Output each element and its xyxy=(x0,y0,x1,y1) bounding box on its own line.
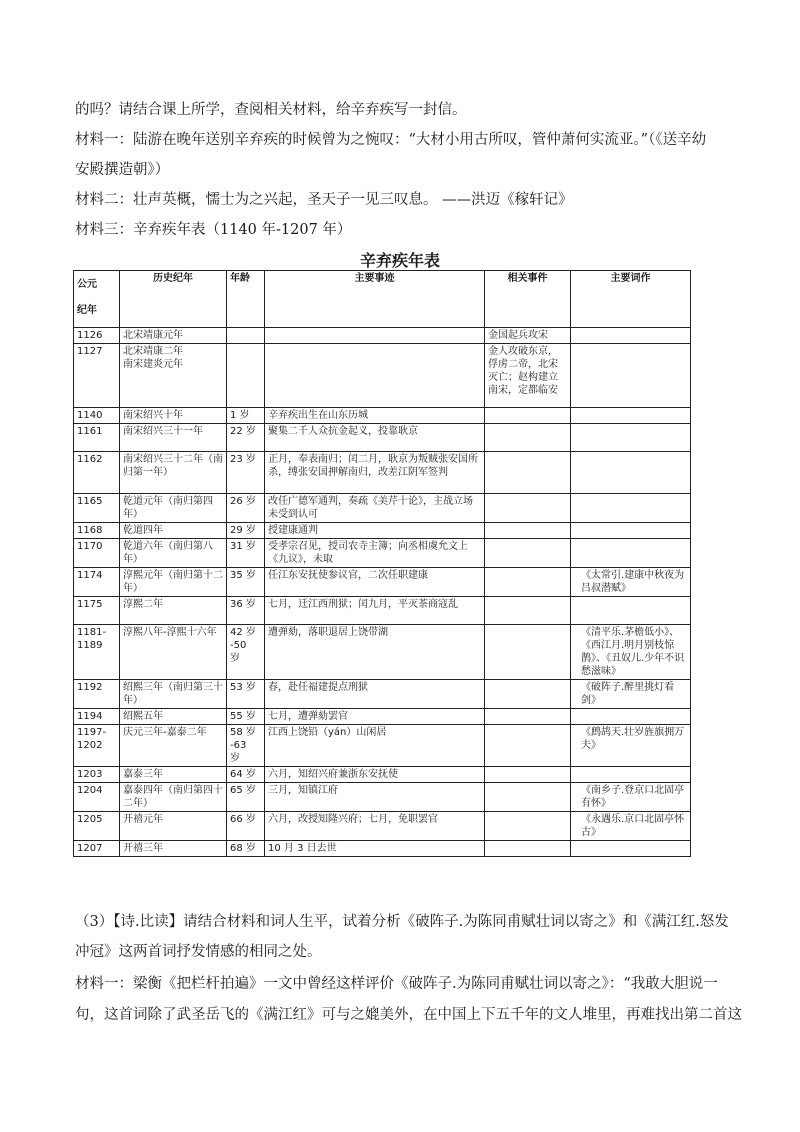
cell-works xyxy=(571,344,691,408)
material-2-line: 材料二：壮声英概，懦士为之兴起，圣天子一见三叹息。 ——洪迈《稼轩记》 xyxy=(75,192,573,208)
table-row xyxy=(74,841,691,857)
part3-line-4: 句，这首词除了武圣岳飞的《满江红》可与之媲美外，在中国上下五千年的文人堆里，再难找出第二首这 xyxy=(75,1007,742,1023)
cell-era: 庆元三年-嘉泰二年 xyxy=(120,725,227,767)
cell-age: 65 岁 xyxy=(227,783,265,812)
cell-year: 1205 xyxy=(74,812,120,841)
header-era: 历史纪年 xyxy=(120,271,227,328)
intro-line-1: 的吗？请结合课上所学，查阅相关材料，给辛弃疾写一封信。 xyxy=(75,102,467,118)
table-row xyxy=(74,568,691,597)
material-3-line: 材料三：辛弃疾年表（1140 年-1207 年） xyxy=(75,222,352,238)
cell-works: 《鹧鸪天.壮岁旌旗拥万夫》 xyxy=(571,725,691,767)
cell-related xyxy=(485,523,571,539)
cell-year: 1165 xyxy=(74,494,120,523)
table-row xyxy=(74,709,691,725)
cell-age: 55 岁 xyxy=(227,709,265,725)
cell-era: 开禧元年 xyxy=(120,812,227,841)
cell-related xyxy=(485,680,571,709)
cell-age: 23 岁 xyxy=(227,452,265,494)
cell-works xyxy=(571,709,691,725)
cell-age: 31 岁 xyxy=(227,539,265,568)
cell-related xyxy=(485,783,571,812)
cell-works: 《清平乐.茅檐低小》、《西江月.明月别枝惊鹊》、《丑奴儿.少年不识愁滋味》 xyxy=(571,625,691,680)
cell-events: 三月，知镇江府 xyxy=(265,783,485,812)
cell-era: 淳熙元年（南归第十二年） xyxy=(120,568,227,597)
cell-events: 任江东安抚使参议官，二次任职建康 xyxy=(265,568,485,597)
cell-related xyxy=(485,597,571,625)
cell-age: 64 岁 xyxy=(227,767,265,783)
table-row xyxy=(74,625,691,680)
cell-works xyxy=(571,597,691,625)
table-header-row xyxy=(74,271,691,328)
cell-year: 1161 xyxy=(74,424,120,452)
cell-year: 1126 xyxy=(74,328,120,344)
cell-events: 江西上饶铅（yán）山闲居 xyxy=(265,725,485,767)
cell-age xyxy=(227,328,265,344)
cell-year: 1140 xyxy=(74,408,120,424)
cell-works xyxy=(571,523,691,539)
cell-works xyxy=(571,841,691,857)
cell-age: 42 岁 -50 岁 xyxy=(227,625,265,680)
cell-events: 正月，奉表南归；闰二月，耿京为叛贼张安国所杀，缚张安国押解南归，改差江阴军签判 xyxy=(265,452,485,494)
cell-era: 乾道四年 xyxy=(120,523,227,539)
header-events: 主要事迹 xyxy=(265,271,485,328)
cell-works: 《南乡子.登京口北固亭有怀》 xyxy=(571,783,691,812)
cell-related: 金人攻破东京，俘虏二帝，北宋灭亡；赵构建立南宋，定都临安 xyxy=(485,344,571,408)
table-body xyxy=(74,328,691,857)
cell-related xyxy=(485,725,571,767)
cell-events: 改任广德军通判，奏疏《美芹十论》，主战立场未受到认可 xyxy=(265,494,485,523)
cell-year: 1170 xyxy=(74,539,120,568)
cell-events xyxy=(265,344,485,408)
cell-events: 聚集二千人众抗金起义，投靠耿京 xyxy=(265,424,485,452)
cell-events: 六月，知绍兴府兼浙东安抚使 xyxy=(265,767,485,783)
cell-events: 七月，遭弹劾罢官 xyxy=(265,709,485,725)
table-row xyxy=(74,344,691,408)
cell-age: 29 岁 xyxy=(227,523,265,539)
part3-line-2: 冲冠》这两首词抒发情感的相同之处。 xyxy=(75,944,322,960)
cell-age: 35 岁 xyxy=(227,568,265,597)
cell-related xyxy=(485,841,571,857)
cell-events: 六月，改授知隆兴府；七月，免职罢官 xyxy=(265,812,485,841)
header-related: 相关事件 xyxy=(485,271,571,328)
table-row xyxy=(74,725,691,767)
cell-works xyxy=(571,767,691,783)
table-row xyxy=(74,424,691,452)
cell-era: 南宋绍兴三十一年 xyxy=(120,424,227,452)
cell-age: 68 岁 xyxy=(227,841,265,857)
table-row xyxy=(74,680,691,709)
cell-year: 1197- 1202 xyxy=(74,725,120,767)
cell-events: 七月，迁江西刑狱；闰九月，平灭茶商寇乱 xyxy=(265,597,485,625)
cell-era: 绍熙五年 xyxy=(120,709,227,725)
cell-works: 《永遇乐.京口北固亭怀古》 xyxy=(571,812,691,841)
table-row xyxy=(74,408,691,424)
cell-year: 1162 xyxy=(74,452,120,494)
cell-works xyxy=(571,452,691,494)
cell-related xyxy=(485,452,571,494)
header-year-line-1: 公元 xyxy=(77,279,97,290)
cell-era: 南宋绍兴三十二年（南归第一年） xyxy=(120,452,227,494)
cell-age xyxy=(227,344,265,408)
cell-related xyxy=(485,568,571,597)
cell-year: 1194 xyxy=(74,709,120,725)
cell-era: 北宋靖康元年 xyxy=(120,328,227,344)
cell-year: 1207 xyxy=(74,841,120,857)
header-works: 主要词作 xyxy=(571,271,691,328)
cell-year: 1175 xyxy=(74,597,120,625)
cell-year: 1203 xyxy=(74,767,120,783)
cell-related xyxy=(485,408,571,424)
cell-events: 受孝宗召见，授司农寺主簿；向丞相虞允文上《九议》，未取 xyxy=(265,539,485,568)
table-row xyxy=(74,523,691,539)
table-row xyxy=(74,597,691,625)
cell-related: 金国起兵攻宋 xyxy=(485,328,571,344)
part3-line-3: 材料一：梁衡《把栏杆拍遍》一文中曾经这样评价《破阵子.为陈同甫赋壮词以寄之》：“我敢大胆说一 xyxy=(75,976,718,992)
cell-era: 淳熙二年 xyxy=(120,597,227,625)
cell-age: 66 岁 xyxy=(227,812,265,841)
cell-era: 北宋靖康二年 南宋建炎元年 xyxy=(120,344,227,408)
material-1-line-b: 安殿撰造朝》） xyxy=(75,162,170,178)
cell-events: 遭弹劾，落职退居上饶带湖 xyxy=(265,625,485,680)
cell-age: 22 岁 xyxy=(227,424,265,452)
cell-age: 1 岁 xyxy=(227,408,265,424)
cell-era: 开禧三年 xyxy=(120,841,227,857)
cell-era: 乾道元年（南归第四年） xyxy=(120,494,227,523)
cell-works xyxy=(571,539,691,568)
cell-events: 辛弃疾出生在山东历城 xyxy=(265,408,485,424)
cell-year: 1181- 1189 xyxy=(74,625,120,680)
cell-works xyxy=(571,328,691,344)
cell-events: 授建康通判 xyxy=(265,523,485,539)
cell-works xyxy=(571,424,691,452)
cell-age: 53 岁 xyxy=(227,680,265,709)
cell-works xyxy=(571,408,691,424)
cell-year: 1204 xyxy=(74,783,120,812)
cell-year: 1192 xyxy=(74,680,120,709)
cell-related xyxy=(485,709,571,725)
cell-age: 58 岁 -63 岁 xyxy=(227,725,265,767)
table-row xyxy=(74,812,691,841)
cell-works: 《破阵子.醉里挑灯看剑》 xyxy=(571,680,691,709)
cell-related xyxy=(485,812,571,841)
header-year-line-2: 纪年 xyxy=(77,305,97,316)
cell-era: 乾道六年（南归第八年） xyxy=(120,539,227,568)
table-row xyxy=(74,539,691,568)
cell-era: 嘉泰三年 xyxy=(120,767,227,783)
table-row xyxy=(74,494,691,523)
header-year xyxy=(74,271,120,328)
part3-line-1: （3）【诗.比读】请结合材料和词人生平，试着分析《破阵子.为陈同甫赋壮词以寄之》和《满江红.怒发 xyxy=(75,914,729,930)
cell-works: 《太常引.建康中秋夜为吕叔潜赋》 xyxy=(571,568,691,597)
cell-era: 绍熙三年（南归第三十年） xyxy=(120,680,227,709)
cell-events xyxy=(265,328,485,344)
cell-era: 嘉泰四年（南归第四十二年） xyxy=(120,783,227,812)
cell-year: 1127 xyxy=(74,344,120,408)
cell-year: 1174 xyxy=(74,568,120,597)
table-row xyxy=(74,452,691,494)
header-age: 年龄 xyxy=(227,271,265,328)
cell-age: 26 岁 xyxy=(227,494,265,523)
cell-works xyxy=(571,494,691,523)
cell-events: 春，赴任福建提点刑狱 xyxy=(265,680,485,709)
chronology-table xyxy=(73,270,691,857)
table-row xyxy=(74,767,691,783)
cell-year: 1168 xyxy=(74,523,120,539)
cell-related xyxy=(485,494,571,523)
cell-related xyxy=(485,767,571,783)
cell-age: 36 岁 xyxy=(227,597,265,625)
cell-related xyxy=(485,625,571,680)
cell-events: 10 月 3 日去世 xyxy=(265,841,485,857)
table-row xyxy=(74,783,691,812)
cell-era: 淳熙八年-淳熙十六年 xyxy=(120,625,227,680)
cell-era: 南宋绍兴十年 xyxy=(120,408,227,424)
table-row xyxy=(74,328,691,344)
cell-related xyxy=(485,539,571,568)
table-title: 辛弃疾年表 xyxy=(359,251,440,270)
material-1-line-a: 材料一：陆游在晚年送别辛弃疾的时候曾为之惋叹：“大材小用古所叹，管仲萧何实流亚。”（《送辛幼 xyxy=(75,132,707,148)
cell-related xyxy=(485,424,571,452)
